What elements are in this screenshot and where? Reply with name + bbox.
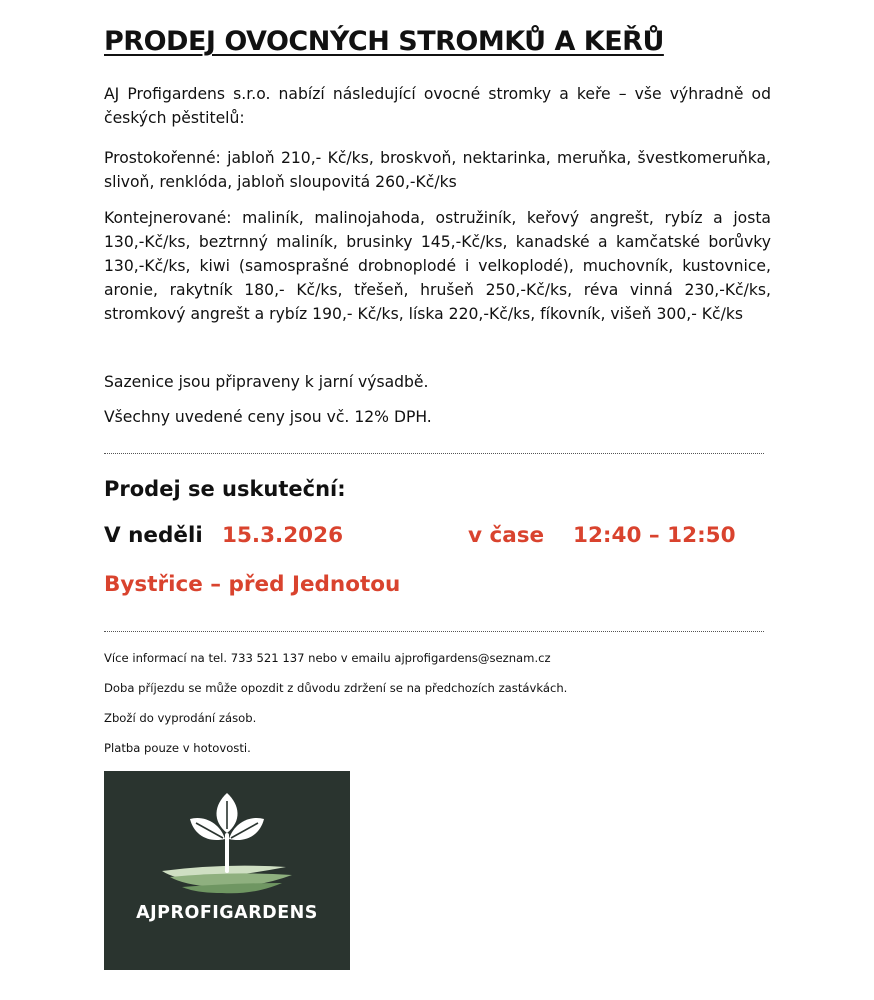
stock-note: Zboží do vyprodání zásob. xyxy=(104,711,257,725)
plant-sprout-icon xyxy=(104,771,350,970)
logo-text: AJPROFIGARDENS xyxy=(136,903,318,923)
page-title: PRODEJ OVOCNÝCH STROMKŮ A KEŘŮ xyxy=(104,26,664,57)
contact-note: Více informací na tel. 733 521 137 nebo v emailu ajprofigardens@seznam.cz xyxy=(104,651,551,665)
sale-date: 15.3.2026 xyxy=(222,523,344,548)
dotted-divider-top xyxy=(104,453,764,454)
arrival-delay-note: Doba příjezdu se může opozdit z důvodu zdržení se na předchozích zastávkách. xyxy=(104,681,568,695)
bare-root-paragraph: Prostokořenné: jabloň 210,- Kč/ks, broskvoň, nektarinka, meruňka, švestkomeruňka, slivoň, renklóda, jabloň sloupovitá 260,-Kč/ks xyxy=(104,149,771,191)
container-plants-paragraph: Kontejnerované: maliník, malinojahoda, ostružiník, keřový angrešt, rybíz a josta 130,-Kč/ks, beztrnný maliník, brusinky 145,-Kč/ks, kanadské a kamčatské borůvky 130,-Kč/ks, kiwi (samosprašné drobnoplodé i velkoplodé), muchovník, kustovnice, aronie, rakytník 180,- Kč/ks, třešeň, hrušeň 250,-Kč/ks, réva vinná 230,-Kč/ks, stromkový angrešt a rybíz 190,- Kč/ks, líska 220,-Kč/ks, fíkovník, višeň 300,- Kč/ks xyxy=(104,209,771,323)
company-logo xyxy=(104,771,350,970)
intro-paragraph: AJ Profigardens s.r.o. nabízí následující ovocné stromky a keře – vše výhradně od českých pěstitelů: xyxy=(104,85,771,127)
seedlings-ready-paragraph: Sazenice jsou připraveny k jarní výsadbě. xyxy=(104,373,429,391)
sale-day-label: V neděli xyxy=(104,523,203,548)
sale-time-label: v čase xyxy=(468,523,545,548)
sale-heading: Prodej se uskuteční: xyxy=(104,477,346,501)
sale-time-range: 12:40 – 12:50 xyxy=(573,523,736,548)
sale-place: Bystřice – před Jednotou xyxy=(104,572,401,597)
vat-note-paragraph: Všechny uvedené ceny jsou vč. 12% DPH. xyxy=(104,408,432,426)
dotted-divider-bottom xyxy=(104,631,764,632)
payment-note: Platba pouze v hotovosti. xyxy=(104,741,251,755)
